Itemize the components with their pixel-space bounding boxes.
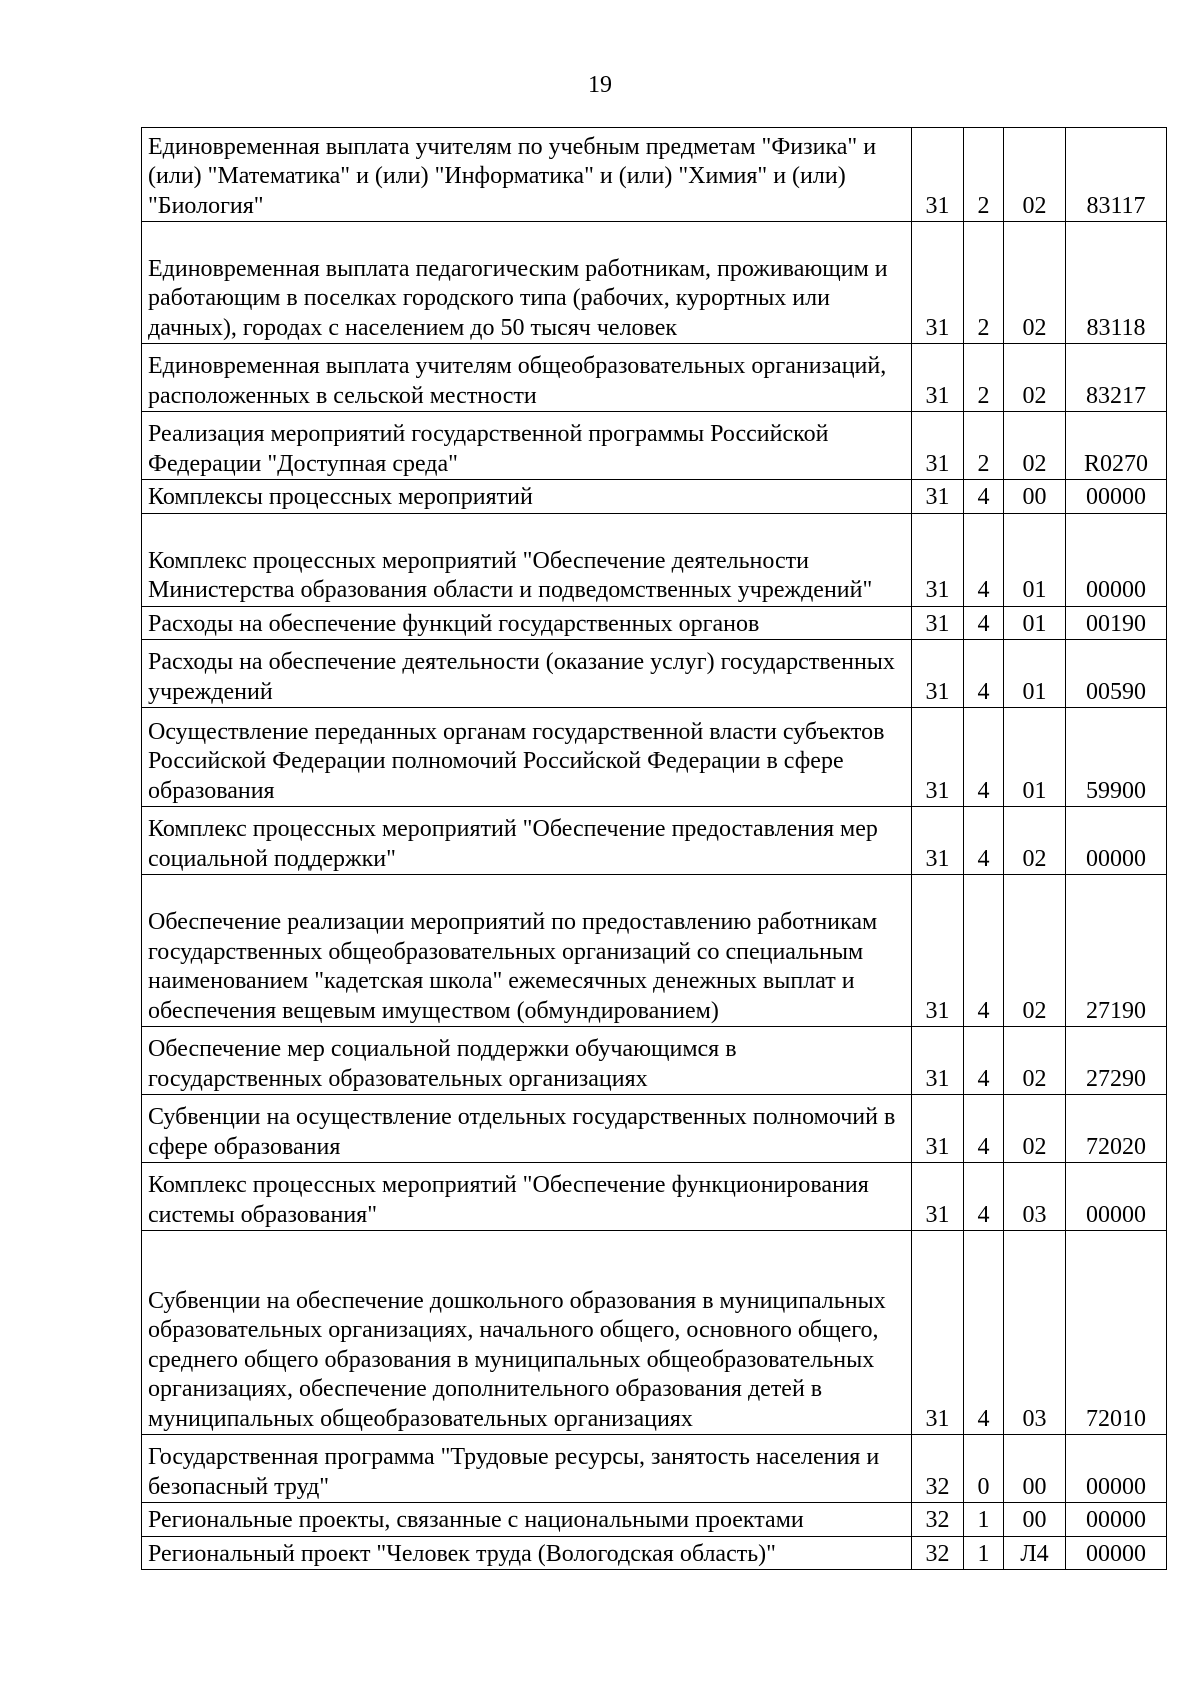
program-code-cell: 31 [912,606,964,640]
table-row [142,1027,1167,1095]
subprogram-code-cell: 02 [1004,344,1066,412]
type-code-cell: 4 [964,1095,1004,1163]
type-code-cell: 4 [964,875,1004,1027]
row-name-cell: Обеспечение реализации мероприятий по предоставлению работникам государственных общеобразовательных организаций со специальным наименованием "кадетская школа" ежемесячных денежных выплат и обеспечения вещевым имуществом (обмундированием) [142,875,912,1027]
program-code-cell: 31 [912,128,964,222]
subprogram-code-cell: 00 [1004,1435,1066,1503]
direction-code-cell: 59900 [1066,708,1167,807]
row-name-cell: Комплекс процессных мероприятий "Обеспечение предоставления мер социальной поддержки" [142,807,912,875]
subprogram-code-cell: 02 [1004,222,1066,344]
type-code-cell: 0 [964,1435,1004,1503]
row-name-cell: Субвенции на осуществление отдельных государственных полномочий в сфере образования [142,1095,912,1163]
row-name-cell: Осуществление переданных органам государственной власти субъектов Российской Федерации полномочий Российской Федерации в сфере образования [142,708,912,807]
direction-code-cell: 00000 [1066,513,1167,606]
table-row [142,412,1167,480]
table-row [142,1163,1167,1231]
direction-code-cell: 27190 [1066,875,1167,1027]
direction-code-cell: 00000 [1066,1536,1167,1570]
table-row [142,344,1167,412]
type-code-cell: 2 [964,412,1004,480]
direction-code-cell: 00190 [1066,606,1167,640]
table-row [142,513,1167,606]
program-code-cell: 31 [912,480,964,514]
type-code-cell: 2 [964,222,1004,344]
subprogram-code-cell: 03 [1004,1163,1066,1231]
type-code-cell: 4 [964,708,1004,807]
subprogram-code-cell: 03 [1004,1231,1066,1435]
table-row [142,128,1167,222]
direction-code-cell: 00000 [1066,1163,1167,1231]
row-name-cell: Расходы на обеспечение деятельности (оказание услуг) государственных учреждений [142,640,912,708]
row-name-cell: Комплекс процессных мероприятий "Обеспечение функционирования системы образования" [142,1163,912,1231]
type-code-cell: 4 [964,640,1004,708]
program-code-cell: 31 [912,875,964,1027]
direction-code-cell: 00000 [1066,807,1167,875]
program-code-cell: 31 [912,807,964,875]
subprogram-code-cell: 00 [1004,1503,1066,1537]
budget-code-table [141,127,1167,1570]
subprogram-code-cell: 00 [1004,480,1066,514]
subprogram-code-cell: 01 [1004,606,1066,640]
row-name-cell: Комплекс процессных мероприятий "Обеспечение деятельности Министерства образования области и подведомственных учреждений" [142,513,912,606]
row-name-cell: Региональные проекты, связанные с национальными проектами [142,1503,912,1537]
table-row [142,1503,1167,1537]
table-row [142,1536,1167,1570]
row-name-cell: Единовременная выплата педагогическим работникам, проживающим и работающим в поселках городского типа (рабочих, курортных или дачных), городах с населением до 50 тысяч человек [142,222,912,344]
type-code-cell: 4 [964,1027,1004,1095]
subprogram-code-cell: 01 [1004,708,1066,807]
subprogram-code-cell: 02 [1004,412,1066,480]
row-name-cell: Субвенции на обеспечение дошкольного образования в муниципальных образовательных организациях, начального общего, основного общего, среднего общего образования в муниципальных общеобразовательных организациях, обеспечение дополнительного образования детей в муниципальных общеобразовательных организациях [142,1231,912,1435]
direction-code-cell: 83217 [1066,344,1167,412]
row-name-cell: Комплексы процессных мероприятий [142,480,912,514]
direction-code-cell: 27290 [1066,1027,1167,1095]
row-name-cell: Государственная программа "Трудовые ресурсы, занятость населения и безопасный труд" [142,1435,912,1503]
program-code-cell: 31 [912,640,964,708]
type-code-cell: 4 [964,606,1004,640]
table-row [142,480,1167,514]
row-name-cell: Единовременная выплата учителям общеобразовательных организаций, расположенных в сельской местности [142,344,912,412]
program-code-cell: 31 [912,344,964,412]
program-code-cell: 31 [912,1231,964,1435]
subprogram-code-cell: 02 [1004,807,1066,875]
type-code-cell: 2 [964,128,1004,222]
table-row [142,222,1167,344]
program-code-cell: 31 [912,412,964,480]
subprogram-code-cell: 02 [1004,1027,1066,1095]
program-code-cell: 31 [912,708,964,807]
table-row [142,708,1167,807]
subprogram-code-cell: 02 [1004,875,1066,1027]
direction-code-cell: 72020 [1066,1095,1167,1163]
table-row [142,640,1167,708]
subprogram-code-cell: 02 [1004,128,1066,222]
direction-code-cell: 83118 [1066,222,1167,344]
table-row [142,875,1167,1027]
type-code-cell: 4 [964,807,1004,875]
program-code-cell: 32 [912,1536,964,1570]
type-code-cell: 4 [964,513,1004,606]
table-row [142,606,1167,640]
direction-code-cell: 72010 [1066,1231,1167,1435]
type-code-cell: 4 [964,480,1004,514]
table-row [142,807,1167,875]
subprogram-code-cell: 02 [1004,1095,1066,1163]
subprogram-code-cell: 01 [1004,513,1066,606]
direction-code-cell: 00590 [1066,640,1167,708]
table-row [142,1231,1167,1435]
row-name-cell: Расходы на обеспечение функций государственных органов [142,606,912,640]
table-row [142,1095,1167,1163]
type-code-cell: 4 [964,1231,1004,1435]
program-code-cell: 31 [912,513,964,606]
row-name-cell: Обеспечение мер социальной поддержки обучающимся в государственных образовательных организациях [142,1027,912,1095]
program-code-cell: 31 [912,1095,964,1163]
direction-code-cell: 00000 [1066,1435,1167,1503]
subprogram-code-cell: 01 [1004,640,1066,708]
subprogram-code-cell: Л4 [1004,1536,1066,1570]
program-code-cell: 32 [912,1503,964,1537]
type-code-cell: 1 [964,1536,1004,1570]
direction-code-cell: 00000 [1066,480,1167,514]
type-code-cell: 1 [964,1503,1004,1537]
page-number: 19 [588,72,612,98]
type-code-cell: 4 [964,1163,1004,1231]
program-code-cell: 31 [912,1163,964,1231]
direction-code-cell: 00000 [1066,1503,1167,1537]
direction-code-cell: 83117 [1066,128,1167,222]
row-name-cell: Региональный проект "Человек труда (Вологодская область)" [142,1536,912,1570]
program-code-cell: 32 [912,1435,964,1503]
row-name-cell: Реализация мероприятий государственной программы Российской Федерации "Доступная среда" [142,412,912,480]
row-name-cell: Единовременная выплата учителям по учебным предметам "Физика" и (или) "Математика" и (или) "Информатика" и (или) "Химия" и (или) "Биология" [142,128,912,222]
program-code-cell: 31 [912,222,964,344]
type-code-cell: 2 [964,344,1004,412]
direction-code-cell: R0270 [1066,412,1167,480]
program-code-cell: 31 [912,1027,964,1095]
table-row [142,1435,1167,1503]
